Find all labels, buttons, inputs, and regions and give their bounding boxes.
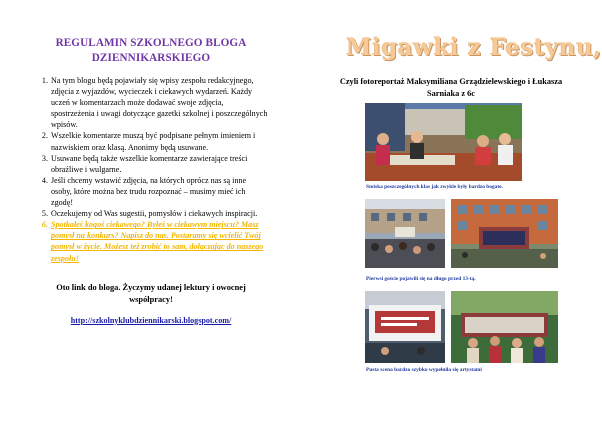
courtyard-photo [365, 199, 445, 268]
performers-photo-image [451, 291, 558, 363]
regulations-title [34, 36, 268, 66]
stalls-photo [365, 103, 522, 181]
performers-photo [451, 291, 558, 363]
regulations-title-line-1: REGULAMIN SZKOLNEGO BLOGA [55, 37, 247, 49]
rule-item: 5. Oczekujemy od Was sugestii, pomysłów i ciekawych inspiracji. [50, 208, 268, 219]
festival-headline: Migawki z Festynu, [346, 34, 602, 61]
stage-building-photo-image [451, 199, 558, 268]
photo-report-subtitle: Czyli fotoreportaż Maksymiliana Grządzielewskiego i Łukasza Sarniaka z 6c [339, 77, 563, 98]
stalls-photo-image [365, 103, 522, 181]
courtyard-photo-image [365, 199, 445, 268]
rule-item: 3. Usuwane będą także wszelkie komentarze zawierające treści obraźliwe i wulgarne. [50, 153, 268, 175]
rules-list [34, 75, 268, 264]
rule-item-invitation: 6. Spotkałeś kogoś ciekawego? Byłeś w ciekawym miejscu? Masz pomysł na konkurs? Napisz do nas. Postaramy się wcielić Twój pomysł w życie. Możesz też zrobić to sam, dołączając do naszego zespołu! [50, 219, 268, 263]
stage-banner-photo [365, 291, 445, 363]
regulations-page [34, 36, 268, 325]
regulations-title-line-2: DZIENNIKARSKIEGO [91, 52, 211, 64]
caption-first-guests: Pierwsi goście pojawili się na długo przed 13-tą. [366, 276, 476, 282]
stage-banner-photo-image [365, 291, 445, 363]
stage-building-photo [451, 199, 558, 268]
rule-item: 2. Wszelkie komentarze muszą być podpisane pełnym imieniem i nazwiskiem oraz klasą. Anonimy będą usuwane. [50, 130, 268, 152]
caption-artists-stage: Pusta scena bardzo szybko wypełniła się artystami [366, 367, 482, 373]
caption-stalls: Stoiska poszczególnych klas jak zwykle były bardzo bogate. [366, 184, 503, 190]
rule-item: 4. Jeśli chcemy wstawić zdjęcia, na których oprócz nas są inne osoby, które można bez trudu rozpoznać – musimy mieć ich zgodę! [50, 175, 268, 208]
blog-link[interactable]: http://szkolnyklubdziennikarski.blogspot.com/ [70, 315, 232, 325]
closing-text: Oto link do bloga. Życzymy udanej lektury i owocnej współpracy! [56, 282, 246, 304]
rule-item: 1. Na tym blogu będą pojawiały się wpisy zespołu redakcyjnego, zdjęcia z wyjazdów, wycieczek i ciekawych wydarzeń. Każdy uczeń w komentarzach może dodawać swoje zdjęcia, spostrzeżenia i uwagi dotyczące gazetki szkolnej i poszczególnych wpisów. [50, 75, 268, 130]
